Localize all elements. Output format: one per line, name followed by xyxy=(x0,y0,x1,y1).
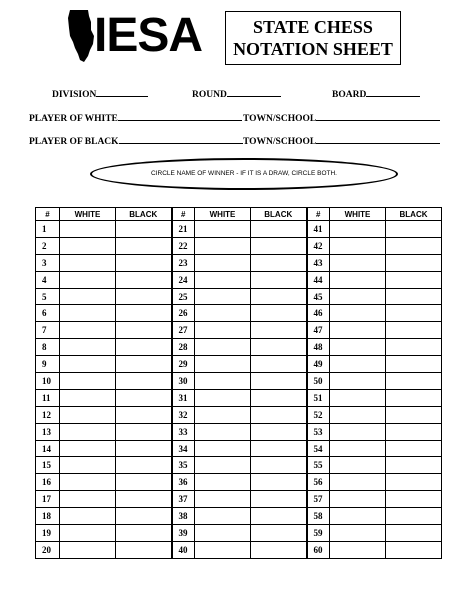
move-cell-black[interactable] xyxy=(251,254,307,271)
move-cell-black[interactable] xyxy=(251,541,307,558)
move-number: 56 xyxy=(307,474,330,491)
move-number: 13 xyxy=(36,423,60,440)
move-cell-white[interactable] xyxy=(330,305,386,322)
move-cell-black[interactable] xyxy=(386,406,442,423)
division-label: DIVISION xyxy=(52,90,97,100)
move-number: 25 xyxy=(172,288,195,305)
move-number: 46 xyxy=(307,305,330,322)
move-cell-black[interactable] xyxy=(386,491,442,508)
move-number: 45 xyxy=(307,288,330,305)
board-field[interactable] xyxy=(332,87,420,100)
move-cell-black[interactable] xyxy=(116,525,172,542)
move-cell-white[interactable] xyxy=(60,423,116,440)
move-number: 59 xyxy=(307,525,330,542)
move-cell-white[interactable] xyxy=(195,305,251,322)
move-cell-white[interactable] xyxy=(195,221,251,238)
move-cell-black[interactable] xyxy=(386,440,442,457)
move-cell-black[interactable] xyxy=(251,440,307,457)
move-cell-white[interactable] xyxy=(60,305,116,322)
move-number: 34 xyxy=(172,440,195,457)
move-cell-white[interactable] xyxy=(330,389,386,406)
move-cell-black[interactable] xyxy=(116,423,172,440)
move-cell-black[interactable] xyxy=(251,237,307,254)
move-number: 30 xyxy=(172,373,195,390)
move-cell-black[interactable] xyxy=(116,288,172,305)
move-cell-black[interactable] xyxy=(251,221,307,238)
move-number: 19 xyxy=(36,525,60,542)
board-line[interactable] xyxy=(366,87,420,97)
move-cell-white[interactable] xyxy=(60,457,116,474)
move-cell-black[interactable] xyxy=(116,389,172,406)
move-cell-black[interactable] xyxy=(386,423,442,440)
table-row xyxy=(36,491,442,508)
move-cell-white[interactable] xyxy=(330,221,386,238)
move-cell-white[interactable] xyxy=(195,457,251,474)
move-number: 9 xyxy=(36,356,60,373)
move-number: 26 xyxy=(172,305,195,322)
move-number: 8 xyxy=(36,339,60,356)
move-number: 52 xyxy=(307,406,330,423)
move-cell-white[interactable] xyxy=(60,322,116,339)
move-cell-white[interactable] xyxy=(330,423,386,440)
move-cell-white[interactable] xyxy=(60,356,116,373)
header-black-1: BLACK xyxy=(116,208,172,221)
move-cell-white[interactable] xyxy=(330,406,386,423)
player-white-field[interactable] xyxy=(29,111,242,124)
move-cell-black[interactable] xyxy=(386,508,442,525)
move-number: 31 xyxy=(172,389,195,406)
move-cell-white[interactable] xyxy=(60,288,116,305)
move-cell-white[interactable] xyxy=(195,474,251,491)
move-cell-white[interactable] xyxy=(330,373,386,390)
move-cell-black[interactable] xyxy=(116,356,172,373)
move-number: 44 xyxy=(307,271,330,288)
move-cell-black[interactable] xyxy=(116,474,172,491)
move-cell-white[interactable] xyxy=(330,525,386,542)
header-white-2: WHITE xyxy=(195,208,251,221)
move-number: 23 xyxy=(172,254,195,271)
move-cell-black[interactable] xyxy=(116,254,172,271)
move-cell-white[interactable] xyxy=(195,406,251,423)
move-cell-black[interactable] xyxy=(116,221,172,238)
table-row xyxy=(36,423,442,440)
move-number: 3 xyxy=(36,254,60,271)
move-cell-black[interactable] xyxy=(116,406,172,423)
move-cell-white[interactable] xyxy=(330,474,386,491)
move-cell-black[interactable] xyxy=(251,508,307,525)
table-row xyxy=(36,221,442,238)
header-white-3: WHITE xyxy=(330,208,386,221)
move-number: 35 xyxy=(172,457,195,474)
moves-table xyxy=(35,207,442,559)
move-number: 39 xyxy=(172,525,195,542)
move-cell-black[interactable] xyxy=(251,288,307,305)
move-cell-white[interactable] xyxy=(330,541,386,558)
table-header-row xyxy=(36,208,442,221)
round-label: ROUND xyxy=(192,90,227,100)
move-number: 10 xyxy=(36,373,60,390)
move-cell-white[interactable] xyxy=(330,254,386,271)
move-cell-white[interactable] xyxy=(60,508,116,525)
winner-instruction-text: CIRCLE NAME OF WINNER - IF IT IS A DRAW, CIRCLE BOTH. xyxy=(151,170,337,177)
move-cell-black[interactable] xyxy=(251,423,307,440)
title-line-1: STATE CHESS xyxy=(253,17,373,37)
move-cell-black[interactable] xyxy=(386,339,442,356)
move-cell-white[interactable] xyxy=(195,508,251,525)
round-line[interactable] xyxy=(227,87,281,97)
move-cell-black[interactable] xyxy=(251,322,307,339)
town-school-black-field[interactable] xyxy=(243,134,440,147)
move-number: 33 xyxy=(172,423,195,440)
move-cell-black[interactable] xyxy=(386,322,442,339)
move-cell-white[interactable] xyxy=(195,356,251,373)
move-number: 2 xyxy=(36,237,60,254)
table-row xyxy=(36,440,442,457)
move-cell-white[interactable] xyxy=(195,288,251,305)
move-number: 12 xyxy=(36,406,60,423)
move-number: 58 xyxy=(307,508,330,525)
move-cell-black[interactable] xyxy=(386,525,442,542)
table-row xyxy=(36,356,442,373)
move-cell-white[interactable] xyxy=(60,271,116,288)
move-cell-black[interactable] xyxy=(116,541,172,558)
iesa-logo xyxy=(64,8,214,64)
move-cell-white[interactable] xyxy=(195,389,251,406)
move-cell-black[interactable] xyxy=(386,237,442,254)
round-field[interactable] xyxy=(192,87,281,100)
move-number: 55 xyxy=(307,457,330,474)
player-black-field[interactable] xyxy=(29,134,243,147)
move-cell-white[interactable] xyxy=(330,339,386,356)
move-number: 41 xyxy=(307,221,330,238)
header-num-2: # xyxy=(172,208,195,221)
move-number: 18 xyxy=(36,508,60,525)
move-number: 53 xyxy=(307,423,330,440)
move-cell-black[interactable] xyxy=(386,221,442,238)
sheet-title xyxy=(225,11,401,65)
table-row xyxy=(36,373,442,390)
table-row xyxy=(36,322,442,339)
move-cell-black[interactable] xyxy=(116,508,172,525)
move-number: 50 xyxy=(307,373,330,390)
move-cell-white[interactable] xyxy=(195,254,251,271)
move-cell-white[interactable] xyxy=(195,373,251,390)
move-number: 47 xyxy=(307,322,330,339)
move-cell-black[interactable] xyxy=(386,389,442,406)
table-row xyxy=(36,271,442,288)
table-row xyxy=(36,541,442,558)
move-cell-black[interactable] xyxy=(116,305,172,322)
header-black-3: BLACK xyxy=(386,208,442,221)
move-number: 24 xyxy=(172,271,195,288)
division-line[interactable] xyxy=(96,87,148,97)
town-school-white-field[interactable] xyxy=(243,111,440,124)
move-number: 37 xyxy=(172,491,195,508)
move-cell-black[interactable] xyxy=(116,440,172,457)
move-number: 49 xyxy=(307,356,330,373)
move-cell-white[interactable] xyxy=(60,389,116,406)
move-cell-white[interactable] xyxy=(60,474,116,491)
move-cell-white[interactable] xyxy=(330,356,386,373)
move-cell-white[interactable] xyxy=(60,525,116,542)
town-school-white-line[interactable] xyxy=(316,111,440,121)
move-cell-black[interactable] xyxy=(386,541,442,558)
move-number: 51 xyxy=(307,389,330,406)
move-number: 32 xyxy=(172,406,195,423)
division-field[interactable] xyxy=(52,87,148,100)
move-cell-white[interactable] xyxy=(330,508,386,525)
move-number: 1 xyxy=(36,221,60,238)
move-cell-white[interactable] xyxy=(330,237,386,254)
move-cell-white[interactable] xyxy=(60,541,116,558)
title-line-2: NOTATION SHEET xyxy=(233,39,393,59)
table-row xyxy=(36,474,442,491)
move-cell-black[interactable] xyxy=(386,271,442,288)
move-number: 42 xyxy=(307,237,330,254)
move-number: 7 xyxy=(36,322,60,339)
move-number: 15 xyxy=(36,457,60,474)
table-row xyxy=(36,389,442,406)
move-cell-black[interactable] xyxy=(386,288,442,305)
move-cell-black[interactable] xyxy=(251,373,307,390)
move-cell-black[interactable] xyxy=(116,271,172,288)
move-cell-white[interactable] xyxy=(195,322,251,339)
table-row xyxy=(36,525,442,542)
move-number: 6 xyxy=(36,305,60,322)
move-cell-black[interactable] xyxy=(251,356,307,373)
move-cell-black[interactable] xyxy=(116,373,172,390)
move-cell-white[interactable] xyxy=(330,322,386,339)
move-cell-white[interactable] xyxy=(60,237,116,254)
header-white-1: WHITE xyxy=(60,208,116,221)
move-number: 28 xyxy=(172,339,195,356)
move-cell-black[interactable] xyxy=(251,491,307,508)
header-num-1: # xyxy=(36,208,60,221)
move-number: 4 xyxy=(36,271,60,288)
move-cell-white[interactable] xyxy=(195,271,251,288)
header-num-3: # xyxy=(307,208,330,221)
move-number: 16 xyxy=(36,474,60,491)
move-cell-black[interactable] xyxy=(386,474,442,491)
move-cell-white[interactable] xyxy=(60,440,116,457)
winner-instruction-oval xyxy=(90,158,398,190)
move-cell-white[interactable] xyxy=(330,440,386,457)
move-cell-white[interactable] xyxy=(195,541,251,558)
move-number: 29 xyxy=(172,356,195,373)
move-number: 48 xyxy=(307,339,330,356)
move-cell-white[interactable] xyxy=(195,237,251,254)
town-school-black-label: TOWN/SCHOOL xyxy=(243,137,317,147)
move-number: 36 xyxy=(172,474,195,491)
table-row xyxy=(36,305,442,322)
move-cell-black[interactable] xyxy=(386,356,442,373)
move-cell-black[interactable] xyxy=(251,525,307,542)
town-school-black-line[interactable] xyxy=(316,134,440,144)
move-cell-black[interactable] xyxy=(386,254,442,271)
move-cell-white[interactable] xyxy=(60,254,116,271)
move-cell-black[interactable] xyxy=(251,406,307,423)
move-number: 43 xyxy=(307,254,330,271)
move-cell-white[interactable] xyxy=(330,491,386,508)
move-number: 20 xyxy=(36,541,60,558)
player-black-label: PLAYER OF BLACK xyxy=(29,137,119,147)
move-cell-black[interactable] xyxy=(251,474,307,491)
move-cell-white[interactable] xyxy=(195,339,251,356)
move-cell-black[interactable] xyxy=(251,389,307,406)
move-number: 54 xyxy=(307,440,330,457)
move-cell-white[interactable] xyxy=(60,221,116,238)
table-row xyxy=(36,254,442,271)
logo-wordmark: IESA xyxy=(94,9,203,62)
move-number: 17 xyxy=(36,491,60,508)
move-cell-white[interactable] xyxy=(60,339,116,356)
move-cell-black[interactable] xyxy=(251,339,307,356)
move-cell-black[interactable] xyxy=(386,305,442,322)
move-cell-black[interactable] xyxy=(251,305,307,322)
move-number: 60 xyxy=(307,541,330,558)
move-cell-black[interactable] xyxy=(116,491,172,508)
table-row xyxy=(36,339,442,356)
board-label: BOARD xyxy=(332,90,367,100)
table-row xyxy=(36,457,442,474)
move-cell-white[interactable] xyxy=(330,457,386,474)
move-number: 11 xyxy=(36,389,60,406)
table-row xyxy=(36,508,442,525)
player-white-line[interactable] xyxy=(118,111,242,121)
table-row xyxy=(36,406,442,423)
player-black-line[interactable] xyxy=(119,134,243,144)
move-cell-white[interactable] xyxy=(195,423,251,440)
move-cell-black[interactable] xyxy=(251,271,307,288)
table-row xyxy=(36,288,442,305)
move-cell-white[interactable] xyxy=(60,373,116,390)
header-black-2: BLACK xyxy=(251,208,307,221)
move-number: 27 xyxy=(172,322,195,339)
move-number: 21 xyxy=(172,221,195,238)
move-number: 22 xyxy=(172,237,195,254)
moves-table-body xyxy=(36,221,442,559)
move-number: 38 xyxy=(172,508,195,525)
move-cell-white[interactable] xyxy=(330,288,386,305)
table-row xyxy=(36,237,442,254)
move-cell-white[interactable] xyxy=(195,440,251,457)
move-number: 14 xyxy=(36,440,60,457)
move-cell-white[interactable] xyxy=(60,491,116,508)
move-cell-white[interactable] xyxy=(60,406,116,423)
move-cell-black[interactable] xyxy=(116,457,172,474)
move-cell-black[interactable] xyxy=(116,237,172,254)
move-cell-black[interactable] xyxy=(116,322,172,339)
move-cell-black[interactable] xyxy=(251,457,307,474)
move-number: 5 xyxy=(36,288,60,305)
player-white-label: PLAYER OF WHITE xyxy=(29,114,118,124)
move-cell-black[interactable] xyxy=(386,373,442,390)
town-school-white-label: TOWN/SCHOOL xyxy=(243,114,317,124)
move-cell-black[interactable] xyxy=(386,457,442,474)
move-cell-white[interactable] xyxy=(195,491,251,508)
move-cell-black[interactable] xyxy=(116,339,172,356)
move-number: 40 xyxy=(172,541,195,558)
move-cell-white[interactable] xyxy=(330,271,386,288)
move-cell-white[interactable] xyxy=(195,525,251,542)
move-number: 57 xyxy=(307,491,330,508)
